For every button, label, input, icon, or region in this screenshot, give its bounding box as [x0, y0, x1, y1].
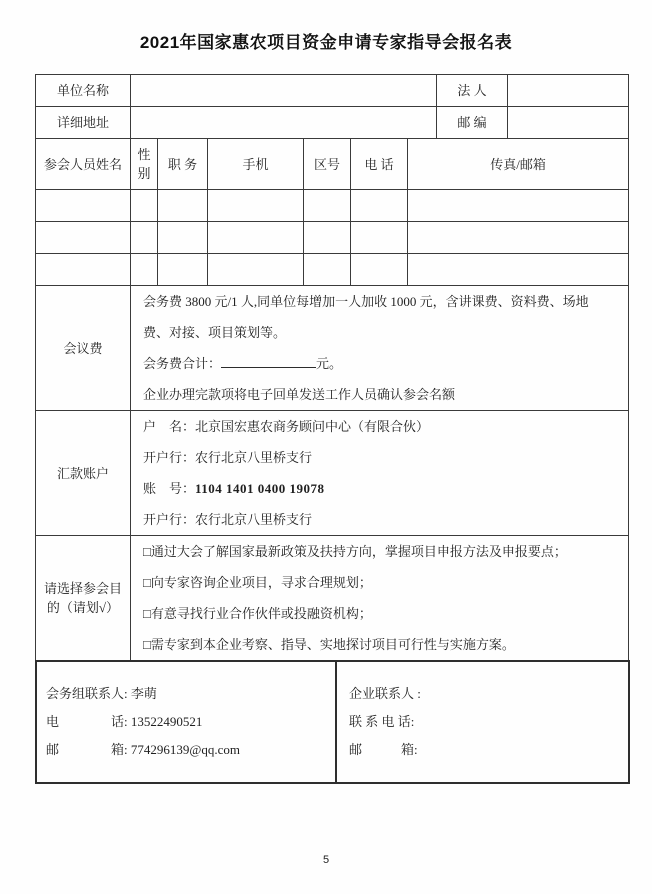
registration-table [35, 74, 629, 661]
attendee-name-field [36, 254, 131, 286]
contact-row [36, 661, 629, 783]
gender-header: 性别 [131, 139, 158, 190]
gender-field [131, 254, 158, 286]
mobile-field [208, 222, 304, 254]
purpose-label: 请选择参会目的（请划√） [36, 536, 131, 661]
account-name-line [143, 411, 620, 442]
account-name-label: 户 名： [143, 419, 196, 434]
account-bank2-line [143, 504, 620, 535]
fee-row [36, 286, 629, 411]
fee-total-label: 会务费合计： [143, 356, 222, 371]
area-code-field [304, 222, 351, 254]
account-bank2-label: 开户行： [143, 512, 196, 527]
company-contact-cell [336, 661, 629, 783]
organizer-phone-value: 13522490521 [130, 714, 203, 729]
fax-email-field [408, 190, 629, 222]
phone-header: 电 话 [351, 139, 408, 190]
organizer-contact-cell [36, 661, 336, 783]
postal-code-field [508, 107, 629, 139]
contact-table [35, 660, 630, 784]
phone-field [351, 254, 408, 286]
organizer-phone-line [46, 708, 335, 736]
account-number-label: 账 号： [143, 481, 196, 496]
account-bank-line [143, 442, 620, 473]
account-number-value: 1104 1401 0400 19078 [195, 481, 325, 496]
organizer-phone-label: 电 话: [46, 714, 131, 729]
legal-person-field [508, 75, 629, 107]
area-code-field [304, 190, 351, 222]
page-title: 2021年国家惠农项目资金申请专家指导会报名表 [139, 33, 513, 52]
phone-field [351, 190, 408, 222]
fee-total-line [143, 348, 620, 379]
attendee-name-header: 参会人员姓名 [36, 139, 131, 190]
unit-name-label: 单位名称 [36, 75, 131, 107]
fax-email-header: 传真/邮箱 [408, 139, 629, 190]
organizer-email-value: 774296139@qq.com [130, 742, 240, 757]
fee-note: 企业办理完款项将电子回单发送工作人员确认参会名额 [143, 387, 456, 402]
attendee-name-field [36, 190, 131, 222]
account-bank-value: 农行北京八里桥支行 [195, 450, 313, 465]
company-email-label: 邮 箱: [349, 742, 418, 757]
fee-content [131, 286, 629, 411]
attendee-row-1 [36, 190, 629, 222]
mobile-field [208, 254, 304, 286]
gender-field [131, 222, 158, 254]
account-label: 汇款账户 [36, 411, 131, 536]
purpose-option-4: □需专家到本企业考察、指导、实地探讨项目可行性与实施方案。 [143, 637, 515, 652]
unit-name-field [131, 75, 437, 107]
position-field [158, 254, 208, 286]
organizer-name-value: 李萌 [130, 686, 157, 701]
account-bank-label: 开户行： [143, 450, 196, 465]
unit-name-row [36, 75, 629, 107]
purpose-option-2: □向专家咨询企业项目，寻求合理规划； [143, 575, 372, 590]
area-code-header: 区号 [304, 139, 351, 190]
company-name-label: 企业联系人 : [349, 686, 421, 701]
company-phone-label: 联 系 电 话: [349, 714, 415, 729]
gender-field [131, 190, 158, 222]
fee-total-blank [221, 355, 316, 368]
attendee-row-2 [36, 222, 629, 254]
attendee-header-row [36, 139, 629, 190]
purpose-content [131, 536, 629, 661]
fax-email-field [408, 222, 629, 254]
organizer-email-label: 邮 箱: [46, 742, 131, 757]
purpose-option-3: □有意寻找行业合作伙伴或投融资机构； [143, 606, 372, 621]
account-number-line [143, 473, 620, 504]
organizer-email-line [46, 736, 335, 764]
fee-description: 会务费 3800 元/1 人,同单位每增加一人加收 1000 元，含讲课费、资料费、场地费、对接、项目策划等。 [143, 294, 589, 340]
attendee-row-3 [36, 254, 629, 286]
organizer-name-line [46, 680, 335, 708]
attendee-name-field [36, 222, 131, 254]
mobile-header: 手机 [208, 139, 304, 190]
fee-total-unit: 元。 [316, 356, 343, 371]
position-field [158, 190, 208, 222]
phone-field [351, 222, 408, 254]
purpose-row [36, 536, 629, 661]
account-name-value: 北京国宏惠农商务顾问中心（有限合伙） [195, 419, 430, 434]
postal-code-label: 邮 编 [437, 107, 508, 139]
purpose-option-1: □通过大会了解国家最新政策及扶持方向，掌握项目申报方法及申报要点； [143, 544, 567, 559]
address-row [36, 107, 629, 139]
mobile-field [208, 190, 304, 222]
account-content [131, 411, 629, 536]
address-field [131, 107, 437, 139]
address-label: 详细地址 [36, 107, 131, 139]
fax-email-field [408, 254, 629, 286]
account-bank2-value: 农行北京八里桥支行 [195, 512, 313, 527]
position-header: 职 务 [158, 139, 208, 190]
area-code-field [304, 254, 351, 286]
position-field [158, 222, 208, 254]
legal-person-label: 法 人 [437, 75, 508, 107]
organizer-name-label: 会务组联系人: [46, 686, 131, 701]
fee-label: 会议费 [36, 286, 131, 411]
account-row [36, 411, 629, 536]
page-number: 5 [322, 854, 330, 866]
